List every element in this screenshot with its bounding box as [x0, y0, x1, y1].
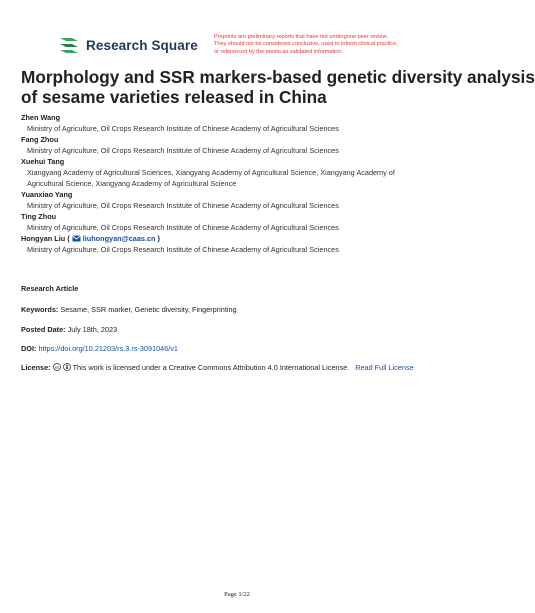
corresponding-author-line	[21, 233, 461, 244]
keywords-label: Keywords:	[21, 305, 59, 314]
brand-name: Research Square	[86, 38, 198, 53]
license-row	[21, 363, 461, 373]
author-entry	[21, 134, 461, 156]
by-icon	[63, 363, 71, 371]
page-footer	[0, 591, 474, 598]
author-name: Xuehui Tang	[21, 157, 65, 166]
license-text: This work is licensed under a Creative Commons Attribution 4.0 International License.	[72, 363, 350, 372]
research-square-logo[interactable]	[58, 36, 198, 55]
paper-title	[21, 67, 535, 107]
keywords-value: Sesame, SSR marker, Genetic diversity, Fingerprinting	[60, 305, 237, 314]
posted-date-value: July 18th, 2023	[67, 325, 118, 334]
preprint-disclaimer	[214, 34, 434, 56]
author-affiliation: Ministry of Agriculture, Oil Crops Research Institute of Chinese Academy of Agricultural Sciences	[27, 124, 339, 133]
keywords-row	[21, 305, 461, 315]
read-full-license-link[interactable]: Read Full License	[355, 363, 414, 372]
license-label: License:	[21, 363, 51, 372]
doi-label: DOI:	[21, 344, 37, 353]
email-address: liuhongyan@caas.cn	[82, 234, 156, 243]
author-affiliation: Xiangyang Academy of Agricultural Sciences, Xiangyang Academy of Agricultural Science, Xiangyang Academy of	[27, 168, 395, 177]
author-name: Zhen Wang	[21, 113, 61, 122]
article-type	[21, 284, 461, 294]
header	[0, 0, 474, 64]
author-list	[21, 112, 461, 255]
email-link[interactable]	[72, 234, 158, 243]
disclaimer-line: Preprints are preliminary reports that have not undergone peer review.	[214, 34, 388, 40]
page-number: Page 1/22	[224, 591, 250, 598]
title-line: of sesame varieties released in China	[21, 86, 327, 107]
author-name: Hongyan Liu	[21, 234, 66, 243]
corresponding-author-entry	[21, 233, 461, 255]
cc-icon	[53, 363, 61, 371]
disclaimer-line: or referenced by the media as validated information.	[214, 48, 344, 55]
doi-row	[21, 344, 461, 354]
author-affiliation: Ministry of Agriculture, Oil Crops Research Institute of Chinese Academy of Agricultural Sciences	[27, 223, 339, 232]
posted-date-label: Posted Date:	[21, 325, 66, 334]
author-affiliation: Ministry of Agriculture, Oil Crops Research Institute of Chinese Academy of Agricultural Sciences	[27, 146, 339, 155]
svg-text:cc: cc	[54, 365, 59, 370]
author-affiliation: Ministry of Agriculture, Oil Crops Research Institute of Chinese Academy of Agricultural Sciences	[27, 201, 339, 210]
author-entry	[21, 189, 461, 211]
author-name: Fang Zhou	[21, 135, 59, 144]
author-entry	[21, 156, 461, 189]
author-affiliation: Agricultural Science, Xiangyang Academy of Agricultural Science	[27, 179, 237, 188]
mail-icon	[72, 235, 81, 242]
research-square-logo-icon	[58, 36, 80, 55]
open-paren: (	[67, 234, 70, 243]
author-affiliation: Ministry of Agriculture, Oil Crops Research Institute of Chinese Academy of Agricultural Sciences	[27, 245, 339, 254]
article-type-label: Research Article	[21, 284, 79, 293]
author-entry	[21, 112, 461, 134]
posted-date-row	[21, 325, 461, 335]
close-paren: )	[157, 234, 160, 243]
disclaimer-line: They should not be considered conclusive, used to inform clinical practice,	[214, 41, 398, 48]
author-name: Ting Zhou	[21, 212, 57, 221]
author-entry	[21, 211, 461, 233]
title-line: Morphology and SSR markers-based genetic diversity analysis	[21, 67, 535, 87]
author-name: Yuanxiao Yang	[21, 190, 73, 199]
doi-link[interactable]: https://doi.org/10.21203/rs.3.rs-3091046/v1	[38, 344, 178, 353]
